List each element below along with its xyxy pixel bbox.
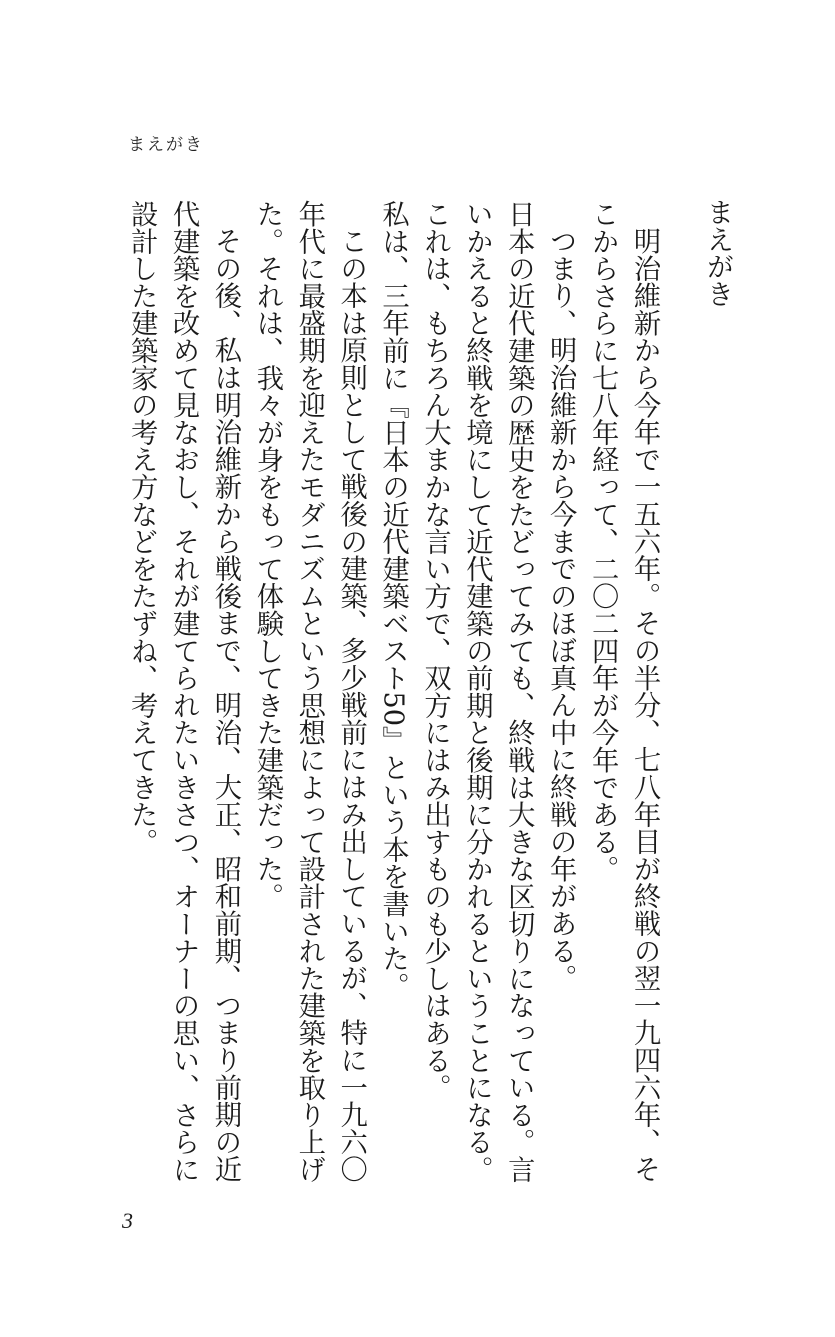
- paragraph: つまり、明治維新から今までのほぼ真ん中に終戦の年がある。: [545, 227, 577, 992]
- running-head: まえがき: [128, 135, 204, 155]
- paragraph: 明治維新から今年で一五六年。その半分、七八年目が終戦の翌一九四六年、そこからさらに七八年経って、二〇二四年が今年である。: [587, 200, 660, 1183]
- chapter-title: まえがき: [702, 198, 733, 308]
- body-text: [120, 200, 665, 1200]
- paragraph: 私は、三年前に『日本の近代建築ベスト50』という本を書いた。: [377, 200, 409, 1000]
- paragraph: この本は原則として戦後の建築、多少戦前にはみ出しているが、特に一九六〇年代に最盛期を迎えたモダニズムという思想によって設計された建築を取り上げた。それは、我々が身をもって体験してきた建築だった。: [251, 200, 367, 1183]
- page-number: 3: [122, 1208, 133, 1233]
- paragraph: その後、私は明治維新から戦後まで、明治、大正、昭和前期、つまり前期の近代建築を改めて見なおし、それが建てられたいきさつ、オーナーの思い、さらに設計した建築家の考え方などをたずね、考えてきた。: [126, 200, 241, 1183]
- paragraph: 日本の近代建築の歴史をたどってみても、終戦は大きな区切りになっている。言いかえると終戦を境にして近代建築の前期と後期に分かれるということになる。これは、もちろん大まかな言い方で、双方にはみ出すものも少しはある。: [419, 200, 535, 1183]
